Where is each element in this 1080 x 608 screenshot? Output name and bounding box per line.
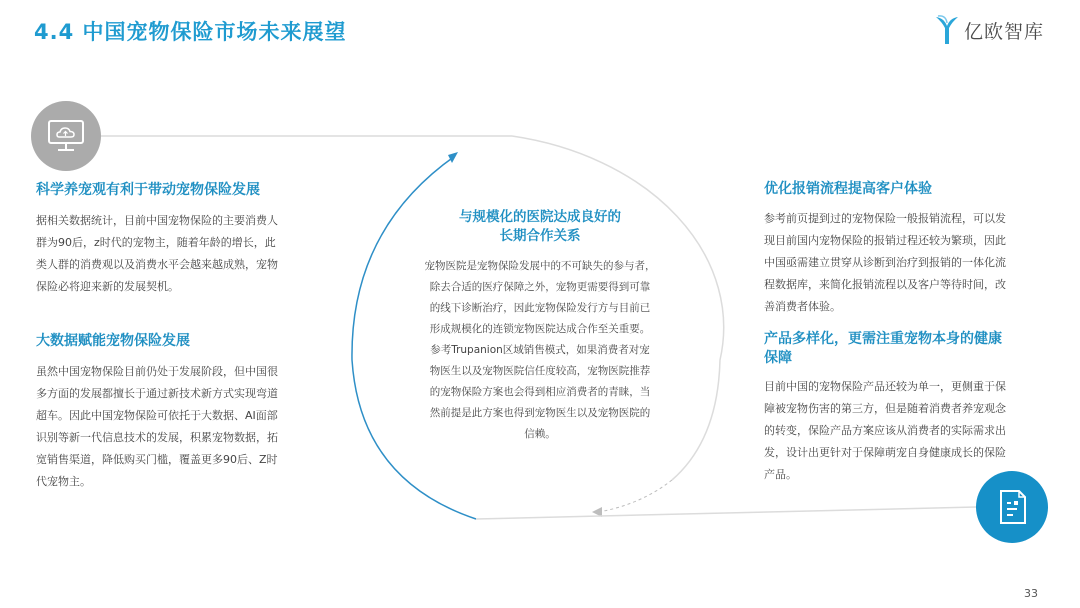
right-heading-1: 优化报销流程提高客户体验 xyxy=(764,181,932,197)
text-line: 然前提是此方案也得到宠物医生以及宠物医院的 xyxy=(429,407,651,419)
text-line: 类人群的消费观以及消费水平会越来越成熟，宠物 xyxy=(36,258,278,271)
page-number: 33 xyxy=(1024,587,1038,600)
left-heading-1: 科学养宠观有利于带动宠物保险发展 xyxy=(36,182,260,198)
text-line: 的转变，保险产品方案应该从消费者的实际需求出 xyxy=(764,424,1006,437)
text-line: 产品。 xyxy=(764,468,797,481)
text-line: 多方面的发展都擅长于通过新技术新方式实现弯道 xyxy=(36,387,278,400)
left-paragraph-2 xyxy=(36,361,326,493)
text-line: 虽然中国宠物保险目前仍处于发展阶段，但中国很 xyxy=(36,365,278,378)
heading-line: 保障 xyxy=(764,350,792,366)
document-icon xyxy=(995,489,1029,525)
text-line: 现目前国内宠物保险的报销过程还较为繁琐，因此 xyxy=(764,234,1006,247)
text-line: 善消费者体验。 xyxy=(764,300,841,313)
text-line: 形成规模化的连锁宠物医院达成合作至关重要。 xyxy=(429,323,651,335)
text-line: 宠物医院是宠物保险发展中的不可缺失的参与者， xyxy=(424,260,656,272)
right-heading-2 xyxy=(764,330,1054,368)
text-line: 程数据库，来简化报销流程以及客户等待时间，改 xyxy=(764,278,1006,291)
text-line: 的宠物保险方案也会得到相应消费者的青睐，当 xyxy=(429,386,651,398)
heading-line: 产品多样化，更需注重宠物本身的健康 xyxy=(764,331,1002,347)
text-line: 物医生以及宠物医院信任度较高，宠物医院推荐 xyxy=(429,365,651,377)
text-line: 除去合适的医疗保障之外，宠物更需要得到可靠 xyxy=(429,281,651,293)
text-line: 目前中国的宠物保险产品还较为单一，更侧重于保 xyxy=(764,380,1006,393)
text-line: 宽销售渠道，降低购买门槛，覆盖更多90后、Z时 xyxy=(36,453,278,466)
text-line: 保险必将迎来新的发展契机。 xyxy=(36,280,179,293)
text-line: 发，设计出更针对于保障萌宠自身健康成长的保险 xyxy=(764,446,1006,459)
center-heading xyxy=(430,208,650,246)
grey-dashed-arc xyxy=(598,480,672,512)
cloud-monitor-icon xyxy=(31,101,101,171)
text-line: 障被宠物伤害的第三方，但是随着消费者养宠观念 xyxy=(764,402,1006,415)
right-paragraph-1 xyxy=(764,208,1054,318)
bottom-connector-line xyxy=(476,507,976,519)
text-line: 信赖。 xyxy=(524,428,556,440)
blue-arrow-head xyxy=(448,152,458,163)
text-line: 超车。因此中国宠物保险可依托于大数据、AI面部 xyxy=(36,409,278,422)
monitor-icon xyxy=(47,119,85,153)
text-line: 识别等新一代信息技术的发展，积累宠物数据，拓 xyxy=(36,431,278,444)
text-line: 中国亟需建立贯穿从诊断到治疗到报销的一体化流 xyxy=(764,256,1006,269)
right-paragraph-2 xyxy=(764,376,1054,486)
text-line: 据相关数据统计，目前中国宠物保险的主要消费人 xyxy=(36,214,278,227)
text-line: 群为90后，z时代的宠物主，随着年龄的增长，此 xyxy=(36,236,276,249)
text-line: 参考前页提到过的宠物保险一般报销流程，可以发 xyxy=(764,212,1006,225)
center-heading-line: 与规模化的医院达成良好的 xyxy=(459,209,621,225)
left-paragraph-1 xyxy=(36,210,326,298)
left-heading-2: 大数据赋能宠物保险发展 xyxy=(36,333,190,349)
logo-text: 亿欧智库 xyxy=(964,20,1045,43)
text-line: 代宠物主。 xyxy=(36,475,91,488)
center-paragraph xyxy=(402,256,678,445)
text-line: 的线下诊断治疗，因此宠物保险发行方与目前已 xyxy=(429,302,651,314)
center-heading-line: 长期合作关系 xyxy=(499,228,581,244)
text-line: 参考Trupanion区域销售模式，如果消费者对宠 xyxy=(430,344,650,356)
page-title: 4.4 中国宠物保险市场未来展望 xyxy=(34,20,347,44)
